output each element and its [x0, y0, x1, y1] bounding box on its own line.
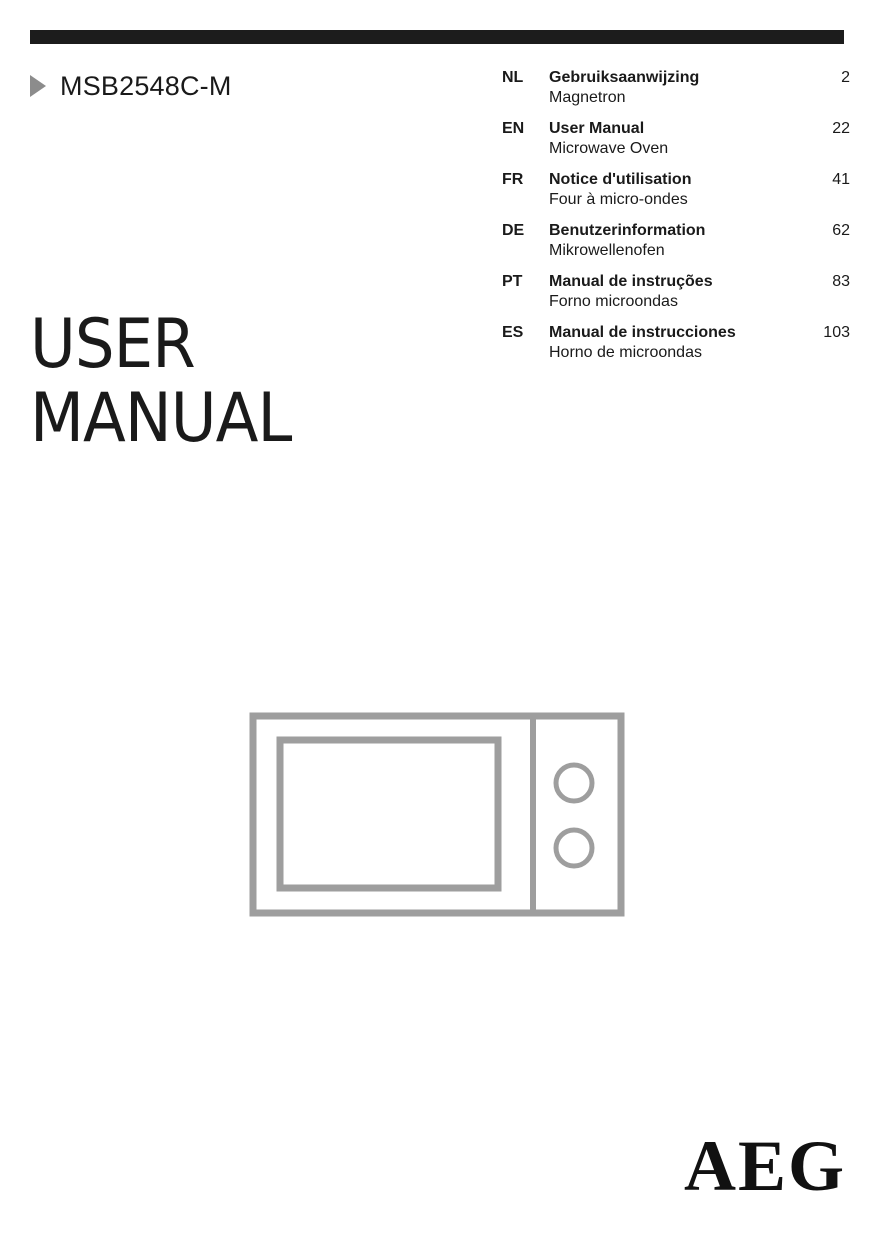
toc-page-number: 83 [832, 273, 850, 290]
toc-product-name: Forno microondas [549, 293, 678, 310]
toc-manual-title: User Manual [549, 120, 645, 137]
toc-product-name: Microwave Oven [549, 140, 669, 157]
toc-manual-title: Benutzerinformation [549, 222, 706, 239]
toc-page-number: 62 [832, 222, 850, 239]
microwave-oven-icon [249, 712, 627, 920]
toc-language-code: FR [502, 171, 524, 188]
toc-manual-title: Manual de instruções [549, 273, 713, 290]
document-title [30, 305, 314, 458]
toc-page-number: 41 [832, 171, 850, 188]
toc-product-name: Mikrowellenofen [549, 242, 665, 259]
toc-page-number: 2 [841, 69, 850, 86]
triangle-right-icon [30, 75, 46, 97]
toc-manual-title: Manual de instrucciones [549, 324, 736, 341]
toc-language-code: PT [502, 273, 523, 290]
model-name: MSB2548C-M [60, 70, 232, 101]
language-table-of-contents [502, 68, 852, 374]
toc-page-number: 22 [832, 120, 850, 137]
toc-manual-title: Notice d'utilisation [549, 171, 692, 188]
top-bar [30, 30, 844, 44]
toc-language-code: NL [502, 69, 524, 86]
microwave-knob-top [556, 765, 592, 801]
toc-manual-title: Gebruiksaanwijzing [549, 69, 700, 86]
toc-page-number: 103 [823, 324, 850, 341]
toc-product-name: Magnetron [549, 89, 626, 106]
title-line-2: MANUAL [30, 379, 292, 458]
title-line-1: USER [30, 305, 195, 384]
microwave-body [253, 716, 621, 913]
microwave-knob-bottom [556, 830, 592, 866]
toc-entry-es [502, 323, 852, 374]
toc-entry-fr [502, 170, 852, 221]
toc-product-name: Four à micro-ondes [549, 191, 688, 208]
toc-entry-nl [502, 68, 852, 119]
toc-language-code: EN [502, 120, 525, 137]
toc-entry-en [502, 119, 852, 170]
toc-product-name: Horno de microondas [549, 344, 702, 361]
toc-language-code: ES [502, 324, 524, 341]
brand-logo: AEG [684, 1126, 847, 1206]
toc-entry-de [502, 221, 852, 272]
model-heading [30, 70, 232, 102]
toc-language-code: DE [502, 222, 525, 239]
toc-entry-pt [502, 272, 852, 323]
microwave-door-window [280, 740, 498, 888]
